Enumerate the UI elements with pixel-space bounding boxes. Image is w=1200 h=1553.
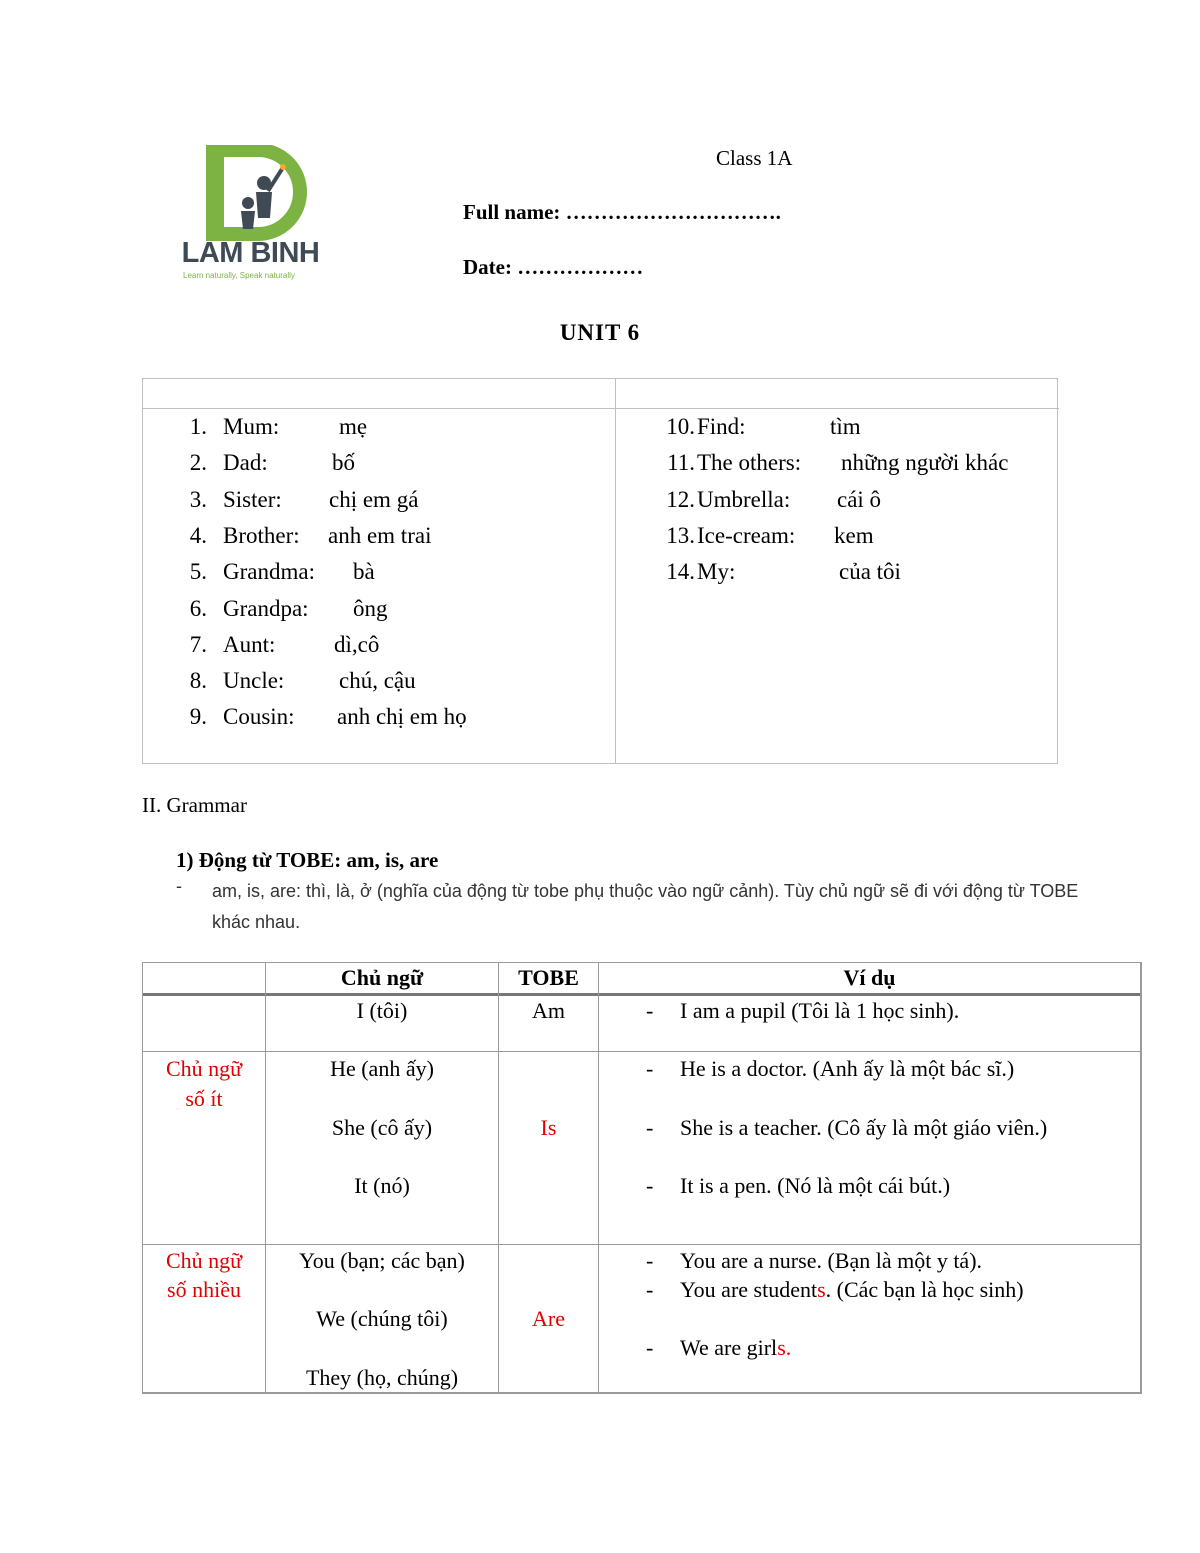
subject-cell: He (anh ấy) bbox=[330, 1056, 434, 1081]
header-tobe: TOBE bbox=[518, 965, 579, 990]
lam-binh-logo bbox=[168, 145, 333, 285]
example-sentence: He is a doctor. (Anh ấy là một bác sĩ.) bbox=[680, 1056, 1015, 1081]
tobe-cell: Am bbox=[532, 998, 565, 1023]
subject-cell: I (tôi) bbox=[356, 998, 408, 1023]
tobe-table bbox=[142, 962, 1142, 1394]
logo-tagline: Learn naturally, Speak naturally bbox=[183, 271, 295, 280]
header-separator bbox=[142, 993, 1142, 996]
grammar-explanation: am, is, are: thì, là, ở (nghĩa của động từ tobe phụ thuộc vào ngữ cảnh). Tùy chủ ngữ sẽ đi với động từ TOBE khác nhau. bbox=[212, 881, 1079, 932]
example-sentence: We are girls. bbox=[680, 1335, 792, 1360]
header-subject: Chủ ngữ bbox=[340, 965, 424, 990]
subject-cell: We (chúng tôi) bbox=[316, 1306, 448, 1331]
unit-title: UNIT 6 bbox=[559, 320, 641, 345]
logo-name: LAM BINH bbox=[181, 237, 320, 269]
column-separator bbox=[598, 962, 599, 1394]
table-border bbox=[142, 1392, 1142, 1394]
example-sentence: She is a teacher. (Cô ấy là một giáo viên.) bbox=[680, 1115, 1048, 1140]
group-label-singular: Chủ ngữ bbox=[165, 1056, 243, 1081]
subject-cell: They (họ, chúng) bbox=[305, 1365, 459, 1390]
group-label-singular-2: số ít bbox=[185, 1086, 223, 1111]
example-sentence: You are a nurse. (Bạn là một y tá). bbox=[680, 1248, 983, 1273]
vocabulary-header-row bbox=[143, 379, 1059, 409]
bullet-dash: - bbox=[646, 1173, 654, 1198]
vocabulary-table: 1. Mum: mẹ 2. Dad: bố 3. Sister: chị em gá 4. Brother: anh em trai 5. Grandma: bà 6. Grandpa: ông 7. Aunt: dì,cô 8. Uncle: chú, cậu 9. Cousin: anh chị em họ 10. Find: tìm 11. The others: những người khác 12. Umbrella: cái ô 13. Ice-cream: kem 14. My: của tôi bbox=[142, 378, 1058, 764]
example-sentence: It is a pen. (Nó là một cái bút.) bbox=[680, 1173, 951, 1198]
table-border bbox=[142, 962, 143, 1394]
tobe-cell: Are bbox=[532, 1306, 565, 1331]
vocabulary-column-divider bbox=[615, 379, 616, 763]
table-border bbox=[142, 962, 1142, 963]
row-separator bbox=[142, 1051, 1142, 1052]
bullet-dash: - bbox=[646, 1248, 654, 1273]
tobe-cell: Is bbox=[540, 1115, 557, 1140]
date-field: Date: ……………… bbox=[463, 255, 644, 279]
grammar-point-title: 1) Động từ TOBE: am, is, are bbox=[176, 848, 439, 872]
bullet-dash: - bbox=[176, 876, 182, 896]
bullet-dash: - bbox=[646, 1277, 654, 1302]
full-name-field: Full name: …………………………. bbox=[463, 200, 781, 224]
grammar-heading: II. Grammar bbox=[142, 793, 247, 817]
group-label-plural-2: số nhiều bbox=[167, 1277, 241, 1302]
subject-cell: You (bạn; các bạn) bbox=[299, 1248, 465, 1273]
class-label: Class 1A bbox=[716, 146, 793, 170]
bullet-dash: - bbox=[646, 1335, 654, 1360]
group-label-plural: Chủ ngữ bbox=[165, 1248, 243, 1273]
example-sentence: I am a pupil (Tôi là 1 học sinh). bbox=[680, 998, 960, 1023]
bullet-dash: - bbox=[646, 998, 654, 1023]
table-border bbox=[1140, 962, 1142, 1394]
bullet-dash: - bbox=[646, 1056, 654, 1081]
example-sentence: You are students. (Các bạn là học sinh) bbox=[680, 1277, 1024, 1302]
bullet-dash: - bbox=[646, 1115, 654, 1140]
subject-cell: She (cô ấy) bbox=[331, 1115, 433, 1140]
row-separator bbox=[142, 1244, 1142, 1245]
subject-cell: It (nó) bbox=[354, 1173, 410, 1198]
header-example: Ví dụ bbox=[843, 965, 896, 990]
